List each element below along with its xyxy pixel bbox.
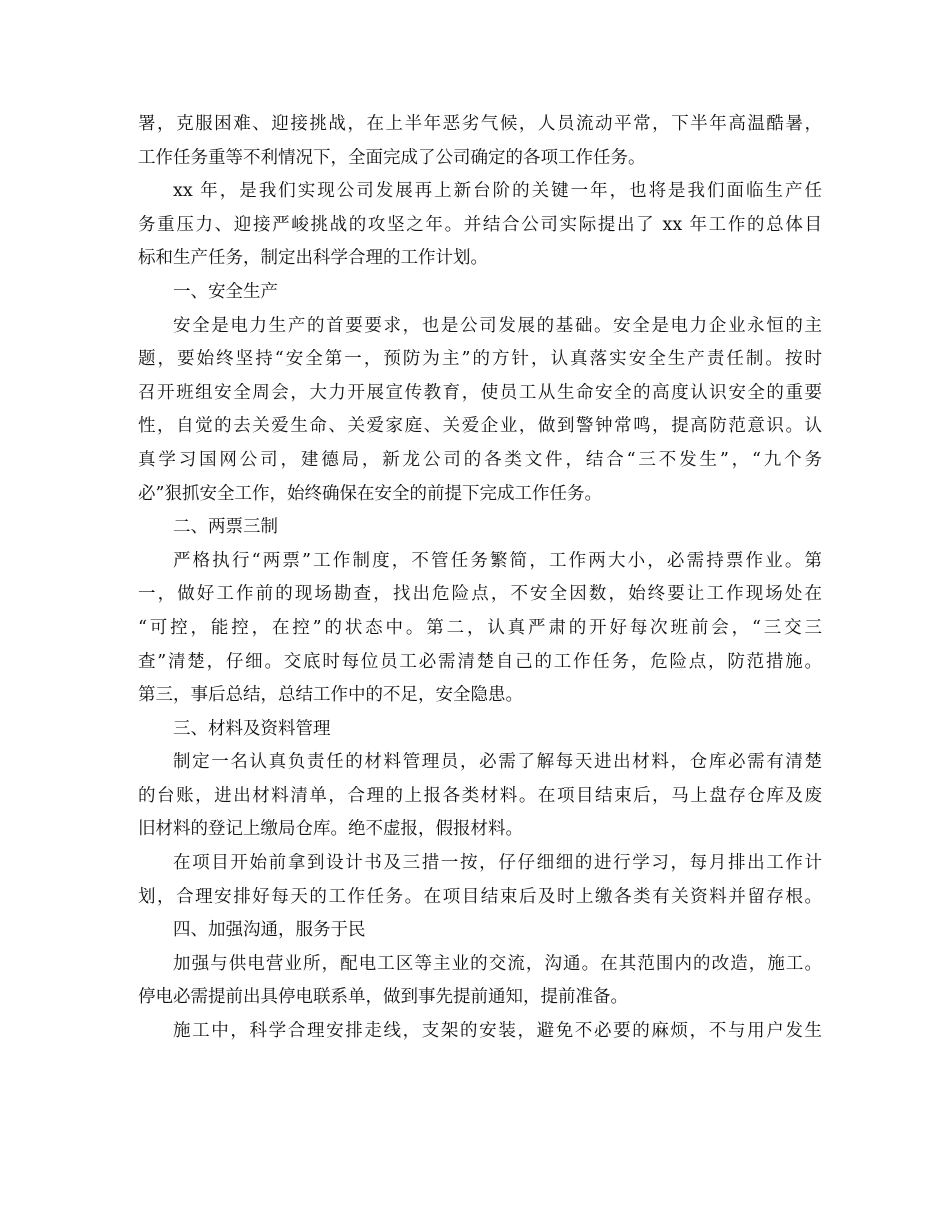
text-line: 施工中，科学合理安排走线，支架的安装，避免不必要的麻烦，不与用户发生 [173, 1021, 822, 1042]
text-line: 题，要始终坚持“安全第一，预防为主”的方针，认真落实安全生产责任制。按时 [138, 349, 822, 370]
text-line: 停电必需提前出具停电联系单，做到事先提前通知，提前准备。 [138, 987, 628, 1008]
text-line: 二、两票三制 [173, 517, 278, 538]
text-line: 旧材料的登记上缴局仓库。绝不虚报，假报材料。 [138, 819, 523, 840]
text-line: 在项目开始前拿到设计书及三措一按，仔仔细细的进行学习，每月排出工作计 [173, 853, 822, 874]
text-line: 划，合理安排好每天的工作任务。在项目结束后及时上缴各类有关资料并留存根。 [138, 886, 822, 907]
text-line: 加强与供电营业所，配电工区等主业的交流，沟通。在其范围内的改造，施工。 [173, 953, 822, 974]
text-line: 工作任务重等不利情况下，全面完成了公司确定的各项工作任务。 [138, 147, 646, 168]
text-line: 召开班组安全周会，大力开展宣传教育，使员工从生命安全的高度认识安全的重要 [138, 382, 822, 403]
text-line: 的台账，进出材料清单，合理的上报各类材料。在项目结束后，马上盘存仓库及废 [138, 785, 822, 806]
text-line: 第三，事后总结，总结工作中的不足，安全隐患。 [138, 685, 523, 706]
text-line: 一、安全生产 [173, 281, 278, 302]
text-line: 查”清楚，仔细。交底时每位员工必需清楚自己的工作任务，危险点，防范措施。 [138, 651, 822, 672]
text-line: 安全是电力生产的首要要求，也是公司发展的基础。安全是电力企业永恒的主 [173, 315, 822, 336]
text-line: 三、材料及资料管理 [173, 718, 331, 739]
text-line: 务重压力、迎接严峻挑战的攻坚之年。并结合公司实际提出了 xx 年工作的总体目 [138, 214, 822, 235]
text-line: xx 年，是我们实现公司发展再上新台阶的关键一年，也将是我们面临生产任 [173, 181, 822, 202]
text-line: 性，自觉的去关爱生命、关爱家庭、关爱企业，做到警钟常鸣，提高防范意识。认 [138, 416, 822, 437]
text-line: 标和生产任务，制定出科学合理的工作计划。 [138, 248, 488, 269]
text-line: 一，做好工作前的现场勘查，找出危险点，不安全因数，始终要让工作现场处在 [138, 584, 822, 605]
text-line: 真学习国网公司，建德局，新龙公司的各类文件，结合“三不发生”，“九个务 [138, 449, 822, 470]
text-line: 四、加强沟通，服务于民 [173, 920, 366, 941]
text-line: 严格执行“两票”工作制度，不管任务繁简，工作两大小，必需持票作业。第 [173, 550, 822, 571]
text-line: “可控，能控，在控”的状态中。第二，认真严肃的开好每次班前会，“三交三 [138, 617, 822, 638]
text-line: 必”狠抓安全工作，始终确保在安全的前提下完成工作任务。 [138, 483, 602, 504]
text-line: 署，克服困难、迎接挑战，在上半年恶劣气候，人员流动平常，下半年高温酷暑， [138, 114, 822, 134]
text-line: 制定一名认真负责任的材料管理员，必需了解每天进出材料，仓库必需有清楚 [173, 752, 822, 773]
